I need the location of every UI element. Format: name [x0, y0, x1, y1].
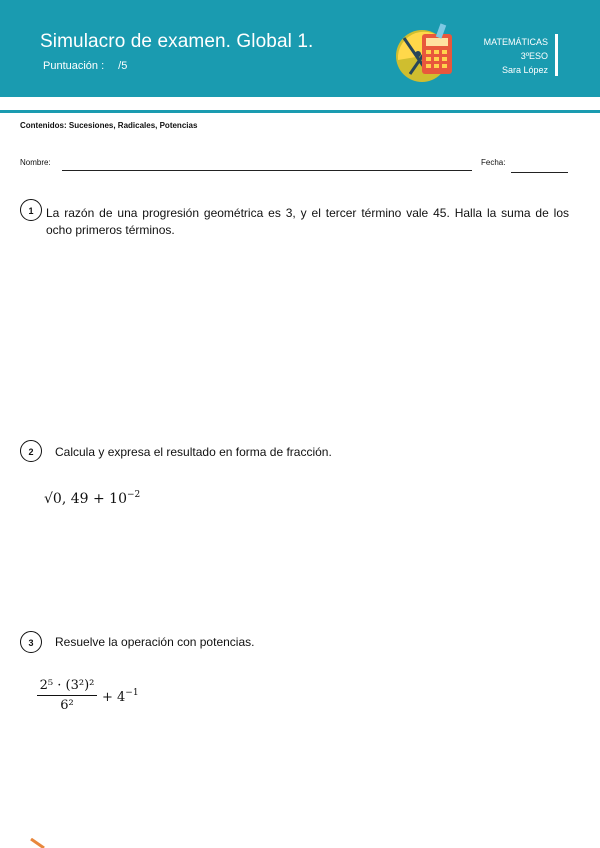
exponent: −2	[127, 490, 141, 500]
tail-exponent: −1	[125, 688, 139, 698]
question-2-expression	[44, 490, 140, 507]
question-number-2: 2	[20, 440, 42, 462]
question-number-3: 3	[20, 631, 42, 653]
radical-sign: √	[44, 491, 53, 507]
fraction-denominator: 6²	[60, 698, 74, 713]
fraction-numerator: 2⁵ · (3²)²	[39, 678, 95, 693]
subject-label: MATEMÁTICAS	[483, 37, 548, 47]
question-2-text: Calcula y expresa el resultado en forma de fracción.	[55, 445, 332, 459]
date-label: Fecha:	[481, 158, 506, 167]
score-value: /5	[118, 60, 128, 72]
header-meta	[484, 35, 548, 77]
question-1-text: La razón de una progresión geométrica es 3, y el tercer término vale 45. Halla la suma de los ocho primeros términos.	[46, 206, 569, 237]
date-field[interactable]	[511, 172, 568, 173]
math-tools-illustration	[392, 20, 458, 86]
meta-accent-bar	[555, 34, 558, 76]
grade-label: 3ºESO	[520, 51, 548, 61]
question-3-tail	[102, 688, 139, 705]
tail-base: + 4	[102, 690, 126, 705]
name-label: Nombre:	[20, 158, 51, 167]
pencil-icon	[30, 838, 46, 848]
author-label: Sara López	[501, 65, 548, 75]
header-divider	[0, 110, 600, 113]
question-3-fraction	[36, 678, 98, 713]
radicand: 0, 49 + 10	[52, 491, 127, 507]
question-3-text: Resuelve la operación con potencias.	[55, 635, 255, 649]
score-line	[43, 60, 127, 72]
contents-line: Contenidos: Sucesiones, Radicales, Potencias	[20, 121, 198, 130]
score-label: Puntuación :	[43, 60, 105, 72]
exam-title: Simulacro de examen. Global 1.	[40, 31, 314, 52]
question-number-1: 1	[20, 199, 42, 221]
name-field[interactable]	[62, 170, 472, 171]
